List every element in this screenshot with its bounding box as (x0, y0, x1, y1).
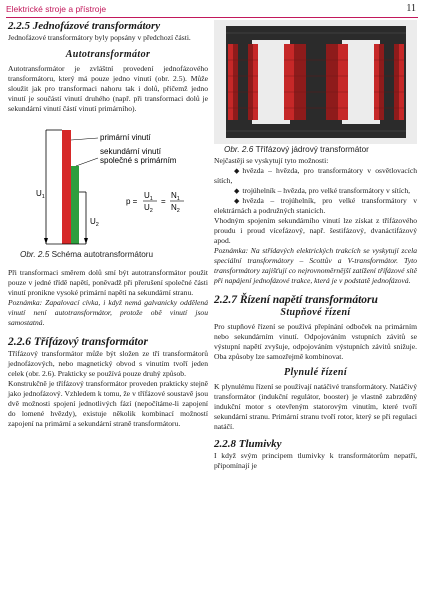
three-phase-core-diagram (214, 20, 417, 144)
section-2-2-6-text-2: Konstrukčně je třífázový transformátor proveden prakticky stejně jako jednofázový. Vzhledem k tomu, že v třífázové soustavě jsou dvě možnosti spojení jednotlivých fází (nepočítáme-li zapojení do lomené hvězdy), existuje několik kombinací možností zapojení na primární a sekundární straně transformátoru. (8, 379, 208, 428)
figure-2-6-text: Třífázový jádrový transformátor (255, 145, 369, 154)
equation-den-left: $U_2$ (144, 203, 153, 214)
connection-options-intro: Nejčastěji se vyskytují tyto možnosti: (214, 156, 329, 165)
step-control-text: Pro stupňové řízení se používá přepínání odboček na primárním nebo sekundárním vinutí. Odpojováním vstupních závitů se výstupní napětí zvyšuje, odpojováním výstupních závitů snižuje. Oba způsoby lze samozřejmě kombinovat. (214, 322, 417, 361)
section-2-2-8-title: 2.2.8 Tlumivky (214, 438, 282, 450)
page-number: 11 (406, 3, 416, 14)
ignition-coil-note: Poznámka: Zapalovací cívka, i když nemá galvanicky oddělená vinutí není autotransformátor, protože obě vinutí jsou samostatná. (8, 298, 208, 327)
section-2-2-6-text-1: Třífázový transformátor může být složen ze tří transformátorů jednofázových, nebo magnetický obvod s vinutím tvoří jeden celek (obr. 2.6). Prakticky se používá pouze druhý způsob. (8, 349, 208, 378)
primary-winding-label: primární vinutí (100, 133, 151, 142)
figure-autotransformer (8, 118, 208, 260)
section-2-2-6-title: 2.2.6 Třífázový transformátor (8, 336, 148, 348)
autotransformer-warning-text: Při transformaci směrem dolů smí být autotransformátor použit pouze v jedné třídě napětí, poněvadž při přerušení společné části vinutí pronikne vysoké primární napětí na sekundární stranu. (8, 268, 208, 297)
multiphase-text: Vhodným spojením sekundárního vinutí lze získat z třífázového proudu i proud vícefázový, např. šestifázový, dvanáctifázový apod. (214, 216, 417, 245)
figure-2-6-number: Obr. 2.6 (224, 145, 254, 154)
equation-equals: = (161, 197, 166, 206)
autotransformer-text: Autotransformátor je zvláštní provedení jednofázového transformátoru, který má pouze jedno vinutí (obr. 2.5). Může sloužit jak pro transformaci nahoru tak i dolů, přičemž jedno vinutí je součástí vinutí druhého (např. při transformaci dolů je sekundární vinutí částí vinutí primárního). (8, 64, 208, 113)
secondary-pointer (76, 158, 98, 166)
coil-phase-3 (374, 44, 404, 120)
left-column (8, 20, 208, 429)
page-header (6, 4, 418, 18)
continuous-control-text: K plynulému řízení se používají natáčivé transformátory. Natáčivý transformátor (indukční regulátor, booster) je vlastně zabrzděný indukční motor s otevřeným statorovým vinutím, které tvoří sekundární stranu. Primární stranu tvoří rotor, který se při regulaci natáčí. (214, 382, 417, 431)
section-2-2-8-text: I když svým principem tlumivky k transformátorům nepatří, připomínají je (214, 451, 417, 470)
figure-2-6-caption (224, 145, 369, 154)
secondary-winding-label-line2: společné s primárním (100, 156, 177, 165)
figure-2-5-text: Schéma autotransformátoru (51, 250, 154, 259)
traction-note: Poznámka: Na střídavých elektrických trakcích se vyskytují zcela speciální transformátory – Scottův a V-transformátor. Tyto transformátory zajišťují co nejrovnoměrnější zatížení třífázové sítě při napájení jednofázové trakce, která je v podstatě jednofázová. (214, 246, 417, 285)
equation-den-right: $N_2$ (171, 203, 180, 214)
section-2-2-7-title: 2.2.7 Řízení napětí transformátoru (214, 294, 378, 306)
primary-winding-bar (62, 130, 71, 244)
ratio-equation (126, 191, 184, 214)
right-column (214, 20, 417, 471)
secondary-winding-label-line1: sekundární vinutí (100, 147, 161, 156)
header-title: Elektrické stroje a přístroje (6, 4, 107, 14)
list-item: ◆ hvězda – hvězda, pro transformátory v osvětlovacích sítích, (214, 166, 417, 185)
connection-options-list (214, 166, 417, 216)
secondary-winding-bar (71, 166, 79, 244)
coil-phase-2 (284, 44, 348, 120)
autotransformer-heading: Autotransformátor (65, 49, 151, 60)
step-control-heading: Stupňové řízení (280, 307, 351, 318)
equation-num-left: $U_1$ (144, 191, 153, 202)
autotransformer-diagram (8, 118, 208, 250)
figure-three-phase-transformer (214, 20, 417, 156)
u2-label: $U_2$ (90, 217, 99, 228)
section-2-2-5-title: 2.2.5 Jednofázové transformátory (8, 20, 161, 32)
equation-p: p = (126, 197, 138, 206)
figure-2-5-caption (20, 250, 153, 259)
equation-num-right: $N_1$ (171, 191, 180, 202)
u1-arrow (44, 238, 48, 244)
u2-arrow (84, 238, 88, 244)
coil-phase-1 (228, 44, 258, 120)
section-2-2-5-text: Jednofázové transformátory byly popsány v předchozí části. (8, 33, 191, 42)
figure-2-5-number: Obr. 2.5 (20, 250, 50, 259)
list-item: ◆ hvězda – trojúhelník, pro velké transformátory v elektrárnách a podružných stanicích. (214, 196, 417, 215)
list-item: ◆ trojúhelník – hvězda, pro velké transformátory v sítích, (234, 186, 411, 195)
u1-label: $U_1$ (36, 189, 45, 200)
primary-pointer (71, 138, 98, 140)
continuous-control-heading: Plynulé řízení (283, 367, 348, 378)
